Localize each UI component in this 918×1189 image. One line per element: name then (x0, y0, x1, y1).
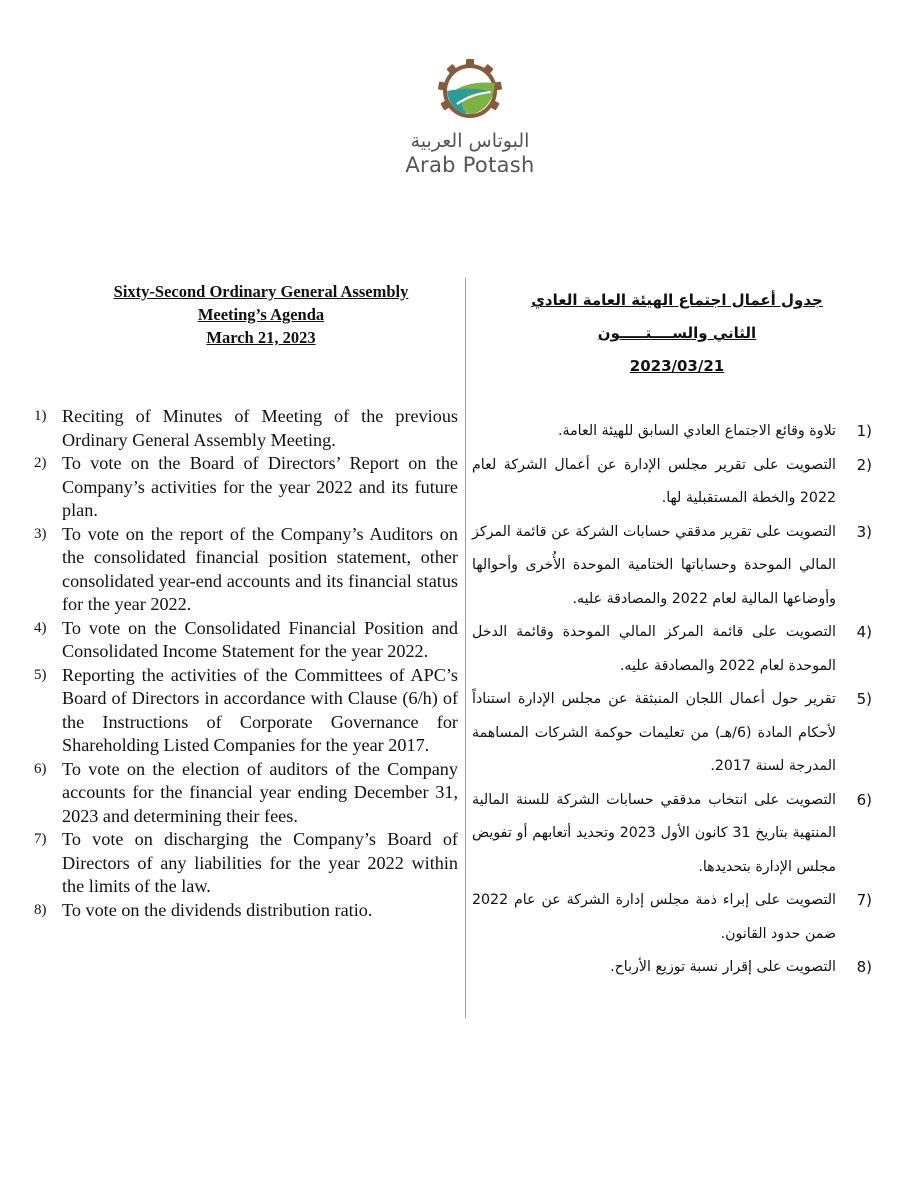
english-title-line2: Meeting’s Agenda (197, 305, 325, 324)
company-logo (395, 58, 545, 178)
english-agenda-item (34, 664, 458, 758)
item-number: 4) (34, 619, 47, 636)
item-text: التصويت على قائمة المركز المالي الموحدة وقائمة الدخل الموحدة لعام 2022 والمصادقة عليه. (472, 624, 836, 674)
item-number: 6) (34, 760, 47, 777)
english-agenda-item (34, 452, 458, 523)
item-number: 7) (856, 891, 872, 909)
english-title (34, 280, 458, 349)
item-text: To vote on the dividends distribution ratio. (62, 899, 373, 920)
english-agenda-list (34, 405, 458, 922)
item-number: 2) (34, 455, 47, 471)
arabic-agenda-column (472, 284, 872, 985)
item-number: 8) (856, 958, 872, 976)
item-text: To vote on the election of auditors of the Company accounts for the financial year ending December 31, 2023 and determining their fees. (62, 758, 458, 826)
english-agenda-item (34, 617, 458, 664)
item-text: Reciting of Minutes of Meeting of the previous Ordinary General Assembly Meeting. (62, 406, 458, 450)
arab-potash-logo-icon (437, 58, 503, 124)
english-agenda-item (34, 523, 458, 617)
column-divider (465, 278, 466, 1018)
english-agenda-item (34, 828, 458, 899)
english-agenda-column (34, 280, 458, 922)
arabic-title (472, 284, 872, 383)
item-text: To vote on the Consolidated Financial Position and Consolidated Income Statement for the year 2022. (62, 617, 458, 661)
arabic-date: 2023/03/21 (629, 357, 725, 375)
item-text: To vote on the report of the Company’s Auditors on the consolidated financial position statement, other consolidated year-end accounts and its financial status for the year 2022. (62, 523, 458, 614)
english-title-line1: Sixty-Second Ordinary General Assembly (113, 282, 409, 301)
item-text: To vote on the Board of Directors’ Report on the Company’s activities for the year 2022 and its future plan. (62, 453, 458, 520)
item-number: 2) (856, 455, 872, 474)
item-number: 1) (34, 408, 47, 424)
item-number: 7) (34, 831, 47, 847)
arabic-agenda-item (472, 415, 872, 449)
item-number: 4) (856, 623, 872, 641)
item-number: 5) (856, 690, 872, 708)
arabic-title-line2: الثاني والســــتـــــون (597, 324, 757, 342)
item-number: 8) (34, 901, 47, 918)
arabic-agenda-item (472, 616, 872, 683)
item-text: Reporting the activities of the Committees of APC’s Board of Directors in accordance with Clause (6/h) of the Instructions of Corporate Governance for Shareholding Listed Companies for the year 2017. (62, 664, 458, 755)
item-number: 5) (34, 666, 47, 683)
arabic-agenda-item (472, 683, 872, 784)
arabic-agenda-item (472, 516, 872, 617)
logo-english-name: Arab Potash (405, 153, 535, 177)
arabic-agenda-item (472, 784, 872, 885)
arabic-agenda-item (472, 951, 872, 985)
arabic-title-line1: جدول أعمال اجتماع الهيئة العامة العادي (531, 291, 823, 309)
item-text: التصويت على تقرير مجلس الإدارة عن أعمال الشركة لعام 2022 والخطة المستقبلية لها. (472, 456, 836, 506)
arabic-agenda-item (472, 884, 872, 951)
item-number: 1) (856, 422, 872, 440)
item-text: التصويت على إبراء ذمة مجلس إدارة الشركة عن عام 2022 ضمن حدود القانون. (472, 892, 836, 942)
item-text: To vote on discharging the Company’s Board of Directors of any liabilities for the year 2022 within the limits of the law. (62, 829, 458, 896)
item-text: التصويت على انتخاب مدققي حسابات الشركة للسنة المالية المنتهية بتاريخ 31 كانون الأول 2023 وتحديد أتعابهم أو تفويض مجلس الإدارة بتحديدها. (472, 791, 837, 875)
english-date: March 21, 2023 (206, 328, 316, 347)
arabic-agenda-item (472, 449, 872, 516)
item-number: 3) (856, 522, 872, 541)
item-text: تقرير حول أعمال اللجان المنبثقة عن مجلس الإدارة استناداً لأحكام المادة (6/هـ) من تعليمات حوكمة الشركات المساهمة المدرجة لسنة 2017. (472, 691, 836, 774)
english-agenda-item (34, 405, 458, 452)
arabic-agenda-list (472, 415, 872, 985)
item-text: التصويت على إقرار نسبة توزيع الأرباح. (610, 959, 836, 975)
item-number: 3) (34, 525, 47, 542)
item-text: تلاوة وقائع الاجتماع العادي السابق للهيئة العامة. (557, 423, 836, 439)
item-text: التصويت على تقرير مدققي حسابات الشركة عن قائمة المركز المالي الموحدة وحساباتها الختامية الموحدة الأُخرى وأحوالها وأوضاعها المالية لعام 2022 والمصادقة عليه. (472, 523, 836, 607)
english-agenda-item (34, 758, 458, 829)
item-number: 6) (856, 790, 872, 809)
english-agenda-item (34, 899, 458, 923)
logo-arabic-name: البوتاس العربية (410, 130, 530, 152)
